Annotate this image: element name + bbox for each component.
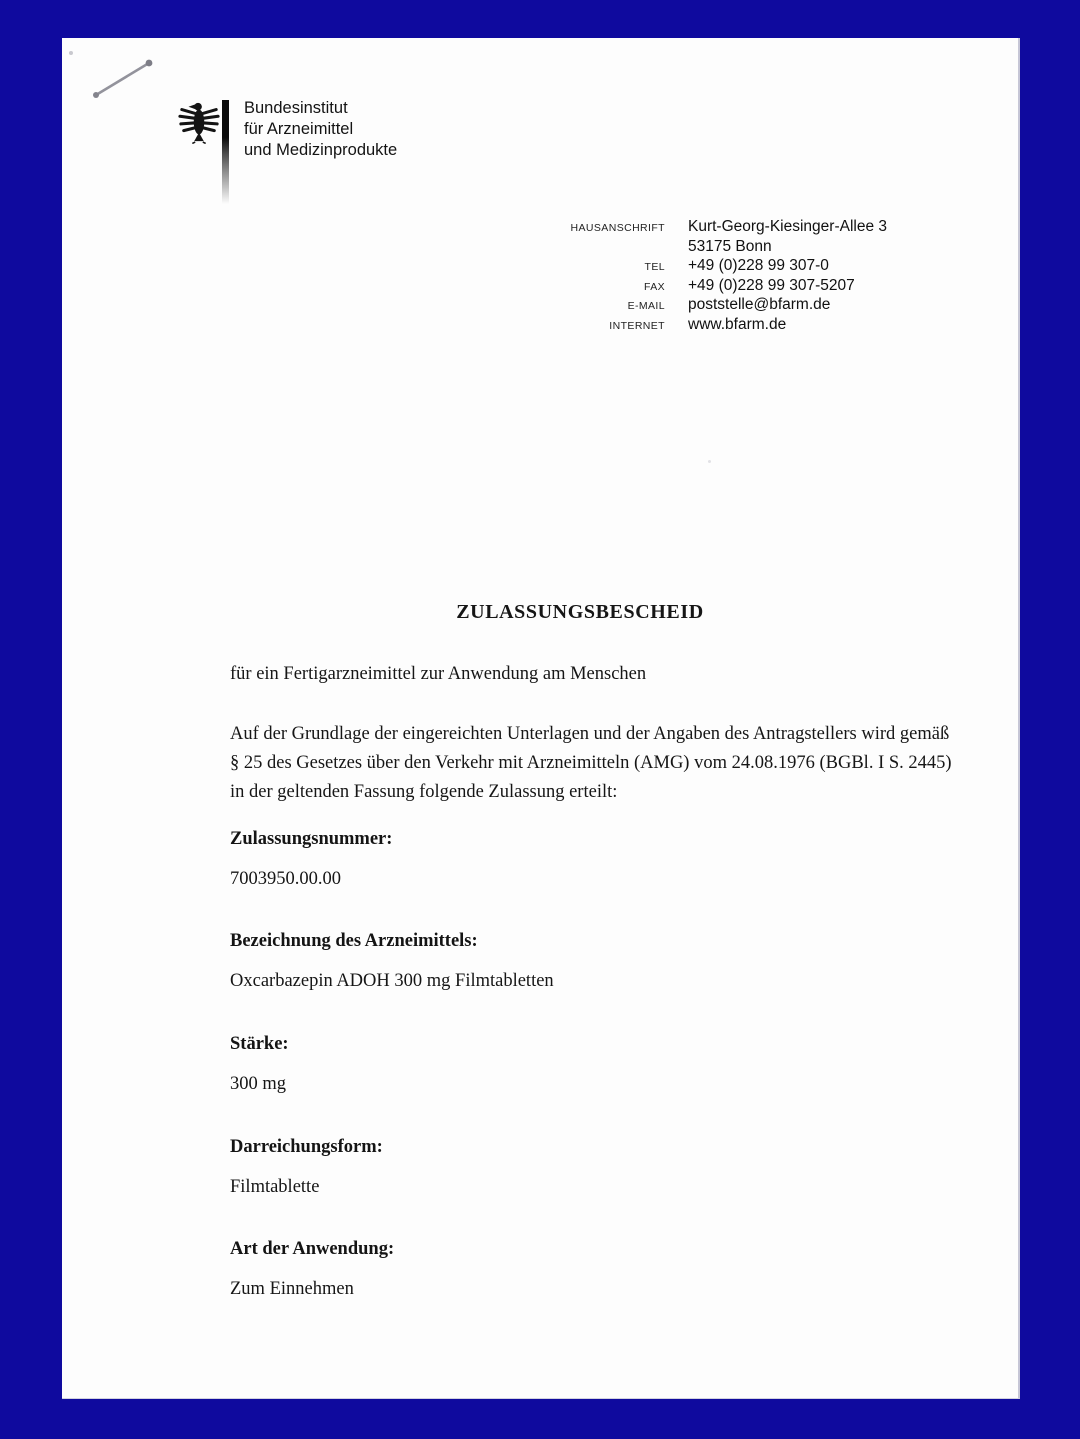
org-line: und Medizinprodukte <box>244 141 398 159</box>
contact-value: +49 (0)228 99 307-5207 <box>688 276 855 294</box>
field-label: Stärke: <box>230 1034 289 1054</box>
contact-value: +49 (0)228 99 307-0 <box>688 257 829 275</box>
field-label: Darreichungsform: <box>230 1137 383 1157</box>
org-line: für Arzneimittel <box>244 120 354 138</box>
logo-divider-bar <box>222 100 229 204</box>
field-value: 7003950.00.00 <box>230 869 341 889</box>
contact-row <box>505 296 887 316</box>
contact-row <box>505 218 887 238</box>
field-staerke <box>230 1032 289 1096</box>
field-zulassungsnummer <box>230 827 392 891</box>
field-value: 300 mg <box>230 1074 287 1094</box>
contact-label: HAUSANSCHRIFT <box>570 222 665 234</box>
field-value: Oxcarbazepin ADOH 300 mg Filmtabletten <box>230 971 554 991</box>
contact-value: poststelle@bfarm.de <box>688 296 831 314</box>
field-art-der-anwendung <box>230 1237 394 1301</box>
contact-value: 53175 Bonn <box>688 237 772 255</box>
contact-label: FAX <box>643 280 665 293</box>
document-title: ZULASSUNGSBESCHEID <box>456 601 704 623</box>
contact-label: E-MAIL <box>627 300 665 313</box>
contact-info-block <box>505 218 887 336</box>
org-line: Bundesinstitut <box>244 99 348 117</box>
federal-eagle-icon <box>178 100 220 144</box>
contact-row <box>505 277 887 297</box>
contact-row <box>505 238 887 258</box>
contact-label: TEL <box>644 261 665 274</box>
field-value: Filmtablette <box>230 1177 320 1197</box>
paragraph-line: in der geltenden Fassung folgende Zulassung erteilt: <box>230 782 618 802</box>
contact-value: Kurt-Georg-Kiesinger-Allee 3 <box>688 218 888 235</box>
contact-row <box>505 257 887 277</box>
field-value: Zum Einnehmen <box>230 1279 354 1299</box>
scan-speck <box>69 51 73 55</box>
document-page <box>62 38 1020 1399</box>
paragraph-line: Auf der Grundlage der eingereichten Unterlagen und der Angaben des Antragstellers wird gemäß <box>230 724 950 744</box>
legal-paragraph <box>230 720 952 807</box>
scan-speck <box>708 460 711 463</box>
field-label: Zulassungsnummer: <box>230 829 393 849</box>
field-darreichungsform <box>230 1135 383 1199</box>
contact-value: www.bfarm.de <box>688 315 787 333</box>
paragraph-line: § 25 des Gesetzes über den Verkehr mit Arzneimitteln (AMG) vom 24.08.1976 (BGBl. I S. 2445) <box>230 753 952 773</box>
document-subtitle: für ein Fertigarzneimittel zur Anwendung am Menschen <box>230 664 647 684</box>
field-label: Art der Anwendung: <box>230 1239 395 1259</box>
field-bezeichnung <box>230 929 554 993</box>
field-label: Bezeichnung des Arzneimittels: <box>230 931 478 951</box>
contact-row <box>505 316 887 336</box>
organization-name <box>244 98 397 161</box>
contact-label: INTERNET <box>609 319 665 332</box>
